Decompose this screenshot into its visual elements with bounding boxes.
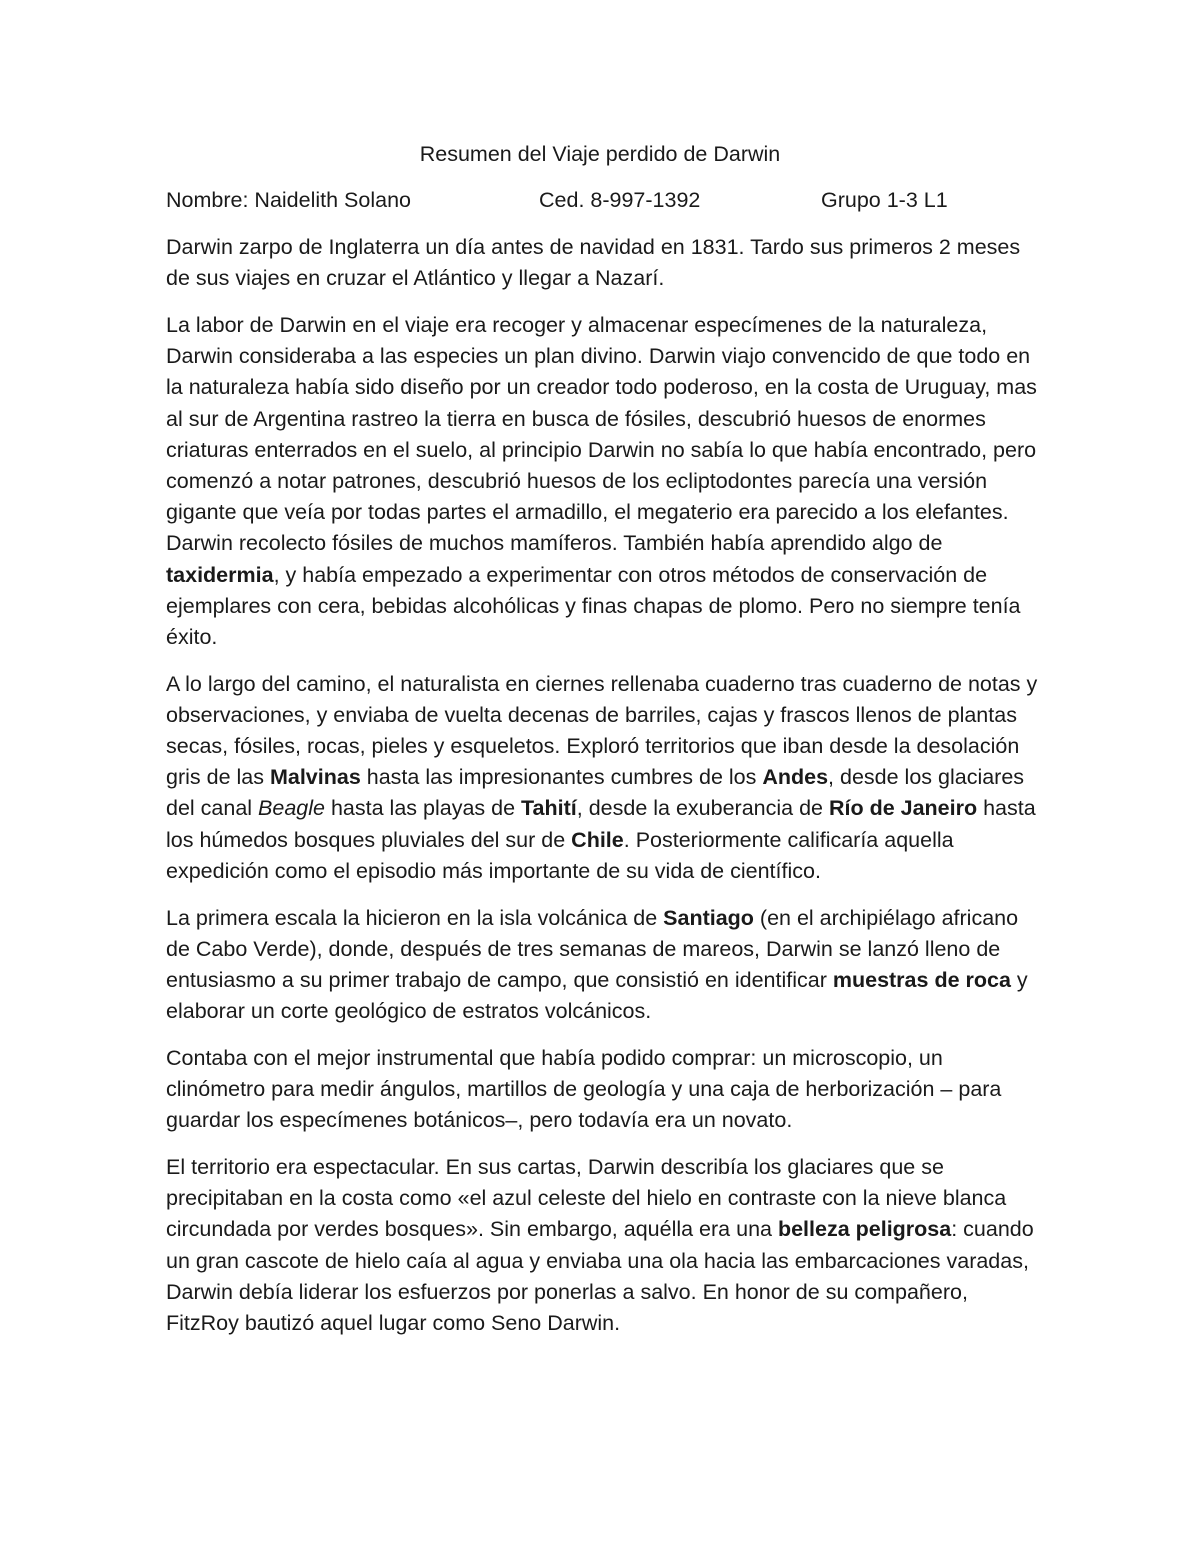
document-body — [166, 232, 1038, 1355]
paragraph — [166, 1043, 1038, 1137]
paragraph-text: , desde los glaciares del canal — [166, 765, 1025, 821]
bold-term: Tahití — [521, 796, 577, 821]
paragraph — [166, 669, 1038, 887]
paragraph — [166, 232, 1038, 294]
student-id: Ced. 8-997-1392 — [539, 188, 701, 212]
student-info-row — [166, 186, 1046, 214]
paragraph-text: hasta las impresionantes cumbres de los — [360, 765, 763, 790]
paragraph-text: Contaba con el mejor instrumental que había podido comprar: un microscopio, un clinómetro para medir ángulos, martillos de geología y una caja de herborización – para guardar los especímenes botánicos–, pero todavía era un novato. — [166, 1045, 1002, 1133]
bold-term: Santiago — [663, 905, 754, 930]
paragraph-text: La primera escala la hicieron en la isla volcánica de — [166, 905, 664, 930]
paragraph-text: A lo largo del camino, el naturalista en ciernes rellenaba cuaderno tras cuaderno de notas y observaciones, y enviaba de vuelta decenas de barriles, cajas y frascos llenos de plantas secas, fósiles, rocas, pieles y esqueletos. Exploró territorios que iban desde la desolación gris de las — [166, 671, 1038, 790]
bold-term: Río de Janeiro — [828, 796, 978, 821]
bold-term: muestras de roca — [832, 967, 1011, 992]
paragraph-text: (en el archipiélago africano de Cabo Verde), donde, después de tres semanas de mareos, Darwin se lanzó lleno de entusiasmo a su primer trabajo de campo, que consistió en identificar — [166, 905, 1019, 992]
paragraph-text: Darwin zarpo de Inglaterra un día antes de navidad en 1831. Tardo sus primeros 2 meses de sus viajes en cruzar el Atlántico y llegar a Nazarí. — [166, 235, 1021, 291]
paragraph-text: hasta las playas de — [325, 796, 522, 821]
paragraph-text: , desde la exuberancia de — [576, 796, 829, 821]
student-group: Grupo 1-3 L1 — [821, 188, 948, 212]
italic-term: Beagle — [258, 796, 325, 821]
document-title: Resumen del Viaje perdido de Darwin — [419, 142, 781, 166]
paragraph-text: El territorio era espectacular. En sus cartas, Darwin describía los glaciares que se precipitaban en la costa como «el azul celeste del hielo en contraste con la nieve blanca circundada por verdes bosques». Sin embargo, aquélla era una — [166, 1154, 1007, 1242]
paragraph-text: hasta los húmedos bosques pluviales del sur de — [166, 796, 1036, 852]
bold-term: taxidermia — [166, 562, 274, 587]
paragraph — [166, 903, 1038, 1028]
paragraph-text: . Posteriormente calificaría aquella expedición como el episodio más importante de su vida de científico. — [166, 827, 954, 883]
paragraph — [166, 1152, 1038, 1339]
paragraph-text: , y había empezado a experimentar con otros métodos de conservación de ejemplares con cera, bebidas alcohólicas y finas chapas de plomo. Pero no siempre tenía éxito. — [166, 562, 1021, 649]
bold-term: Malvinas — [269, 765, 361, 790]
paragraph — [166, 310, 1038, 653]
student-name: Nombre: Naidelith Solano — [166, 188, 411, 212]
bold-term: Andes — [762, 765, 829, 790]
paragraph-text: La labor de Darwin en el viaje era recoger y almacenar especímenes de la naturaleza, Darwin consideraba a las especies un plan divino. Darwin viajo convencido de que todo en la naturaleza había sido diseño por un creador todo poderoso, en la costa de Uruguay, mas al sur de Argentina rastreo la tierra en busca de fósiles, descubrió huesos de enormes criaturas enterrados en el suelo, al principio Darwin no sabía lo que había encontrado, pero comenzó a notar patrones, descubrió huesos de los ecliptodontes parecía una versión gigante que veía por todas partes el armadillo, el megaterio era parecido a los elefantes. Darwin recolecto fósiles de muchos mamíferos. También había aprendido algo de — [166, 312, 1037, 556]
paragraph-text: y elaborar un corte geológico de estratos volcánicos. — [166, 967, 1028, 1024]
paragraph-text: : cuando un gran cascote de hielo caía al agua y enviaba una ola hacia las embarcaciones varadas, Darwin debía liderar los esfuerzos por ponerlas a salvo. En honor de su compañero, FitzRoy bautizó aquel lugar como Seno Darwin. — [166, 1217, 1034, 1335]
bold-term: Chile — [571, 827, 624, 852]
bold-term: belleza peligrosa — [777, 1217, 952, 1242]
